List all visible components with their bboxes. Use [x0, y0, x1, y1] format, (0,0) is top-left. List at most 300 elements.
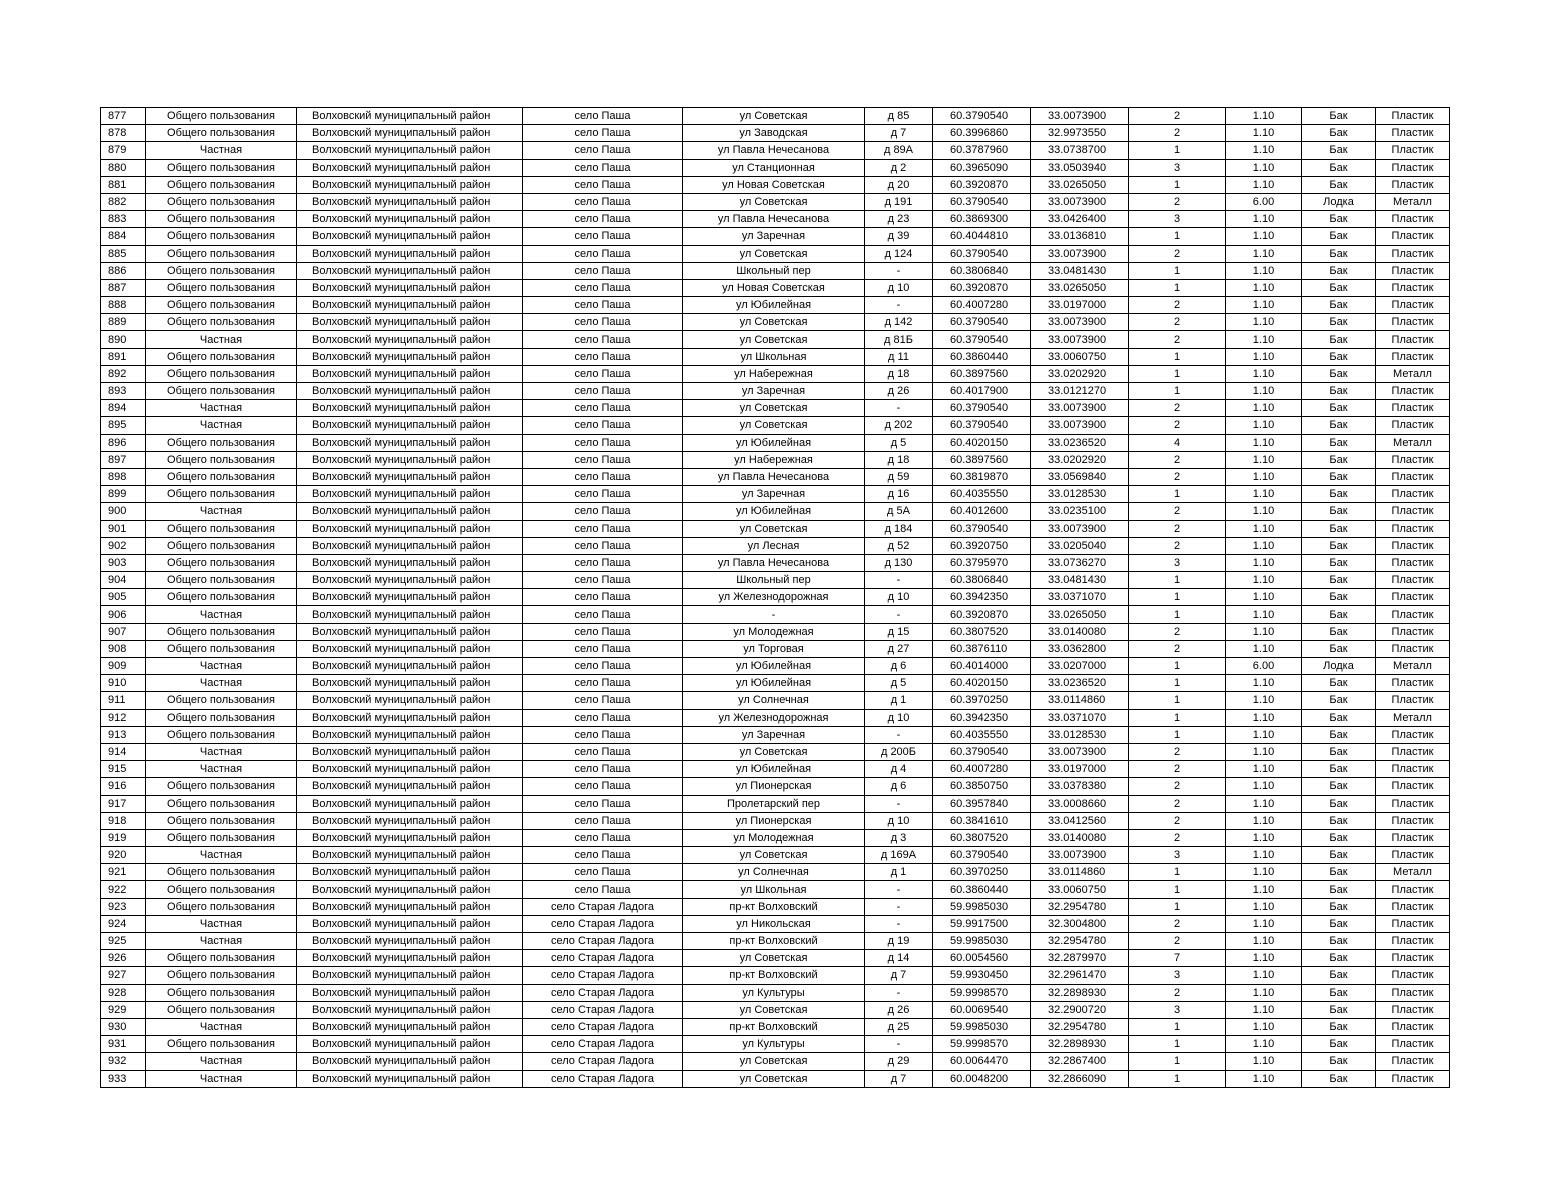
cell-house: -	[865, 984, 933, 1001]
cell-district: Волховский муниципальный район	[297, 829, 523, 846]
cell-row-number: 904	[101, 572, 146, 589]
cell-street: ул Советская	[683, 1001, 865, 1018]
cell-latitude: 60.3957840	[933, 795, 1031, 812]
cell-settlement: село Паша	[523, 778, 683, 795]
cell-settlement: село Паша	[523, 623, 683, 640]
cell-longitude: 33.0205040	[1031, 537, 1129, 554]
cell-row-number: 918	[101, 812, 146, 829]
table-body	[101, 108, 1450, 1088]
cell-row-number: 888	[101, 297, 146, 314]
cell-settlement: село Паша	[523, 142, 683, 159]
cell-settlement: село Паша	[523, 383, 683, 400]
cell-volume: 1.10	[1226, 486, 1302, 503]
cell-container-type: Бак	[1302, 709, 1376, 726]
cell-material: Пластик	[1376, 726, 1450, 743]
cell-ownership-type: Общего пользования	[146, 898, 297, 915]
cell-latitude: 60.3790540	[933, 314, 1031, 331]
table-row	[101, 554, 1450, 571]
cell-ownership-type: Общего пользования	[146, 967, 297, 984]
cell-settlement: село Паша	[523, 108, 683, 125]
cell-row-number: 926	[101, 950, 146, 967]
cell-volume: 1.10	[1226, 417, 1302, 434]
cell-ownership-type: Общего пользования	[146, 193, 297, 210]
cell-container-type: Бак	[1302, 1070, 1376, 1087]
cell-volume: 1.10	[1226, 623, 1302, 640]
cell-street: ул Советская	[683, 331, 865, 348]
cell-ownership-type: Частная	[146, 675, 297, 692]
cell-latitude: 60.0064470	[933, 1053, 1031, 1070]
cell-district: Волховский муниципальный район	[297, 245, 523, 262]
cell-volume: 1.10	[1226, 709, 1302, 726]
cell-container-type: Бак	[1302, 898, 1376, 915]
cell-street: ул Заречная	[683, 726, 865, 743]
cell-latitude: 60.3869300	[933, 211, 1031, 228]
cell-longitude: 33.0481430	[1031, 262, 1129, 279]
cell-volume: 1.10	[1226, 950, 1302, 967]
cell-ownership-type: Общего пользования	[146, 554, 297, 571]
cell-row-number: 924	[101, 915, 146, 932]
cell-row-number: 930	[101, 1018, 146, 1035]
cell-house: -	[865, 262, 933, 279]
table-row	[101, 108, 1450, 125]
cell-street: ул Заречная	[683, 228, 865, 245]
cell-house: д 16	[865, 486, 933, 503]
cell-volume: 1.10	[1226, 262, 1302, 279]
cell-house: -	[865, 795, 933, 812]
cell-volume: 1.10	[1226, 984, 1302, 1001]
cell-longitude: 32.2954780	[1031, 898, 1129, 915]
cell-street: -	[683, 606, 865, 623]
cell-container-count: 2	[1129, 623, 1226, 640]
table-row	[101, 193, 1450, 210]
cell-container-type: Бак	[1302, 967, 1376, 984]
cell-container-type: Бак	[1302, 1001, 1376, 1018]
cell-street: ул Юбилейная	[683, 297, 865, 314]
cell-ownership-type: Общего пользования	[146, 211, 297, 228]
cell-house: -	[865, 1036, 933, 1053]
cell-latitude: 60.3897560	[933, 451, 1031, 468]
cell-ownership-type: Общего пользования	[146, 365, 297, 382]
cell-house: д 6	[865, 778, 933, 795]
cell-container-count: 2	[1129, 743, 1226, 760]
cell-container-type: Бак	[1302, 383, 1376, 400]
cell-street: ул Заводская	[683, 125, 865, 142]
cell-longitude: 32.2900720	[1031, 1001, 1129, 1018]
table-row	[101, 984, 1450, 1001]
table-row	[101, 898, 1450, 915]
cell-district: Волховский муниципальный район	[297, 984, 523, 1001]
cell-house: д 4	[865, 761, 933, 778]
table-row	[101, 228, 1450, 245]
cell-latitude: 59.9985030	[933, 1018, 1031, 1035]
cell-container-count: 7	[1129, 950, 1226, 967]
cell-district: Волховский муниципальный район	[297, 537, 523, 554]
cell-latitude: 60.3850750	[933, 778, 1031, 795]
cell-container-type: Бак	[1302, 486, 1376, 503]
cell-settlement: село Старая Ладога	[523, 1001, 683, 1018]
cell-street: ул Лесная	[683, 537, 865, 554]
cell-settlement: село Старая Ладога	[523, 933, 683, 950]
cell-latitude: 60.3790540	[933, 417, 1031, 434]
cell-latitude: 60.3787960	[933, 142, 1031, 159]
cell-longitude: 33.0362800	[1031, 640, 1129, 657]
cell-house: д 7	[865, 125, 933, 142]
cell-container-count: 2	[1129, 829, 1226, 846]
cell-settlement: село Паша	[523, 709, 683, 726]
cell-district: Волховский муниципальный район	[297, 692, 523, 709]
cell-settlement: село Паша	[523, 692, 683, 709]
table-row	[101, 297, 1450, 314]
cell-row-number: 927	[101, 967, 146, 984]
cell-container-type: Бак	[1302, 108, 1376, 125]
cell-volume: 1.10	[1226, 434, 1302, 451]
cell-longitude: 33.0008660	[1031, 795, 1129, 812]
cell-street: ул Заречная	[683, 486, 865, 503]
cell-container-type: Бак	[1302, 950, 1376, 967]
cell-settlement: село Паша	[523, 262, 683, 279]
cell-street: ул Пионерская	[683, 778, 865, 795]
table-row	[101, 829, 1450, 846]
cell-district: Волховский муниципальный район	[297, 348, 523, 365]
cell-volume: 1.10	[1226, 915, 1302, 932]
cell-volume: 1.10	[1226, 692, 1302, 709]
table-row	[101, 864, 1450, 881]
cell-longitude: 32.2898930	[1031, 984, 1129, 1001]
cell-volume: 1.10	[1226, 383, 1302, 400]
cell-latitude: 60.4035550	[933, 726, 1031, 743]
cell-ownership-type: Общего пользования	[146, 1001, 297, 1018]
cell-longitude: 33.0121270	[1031, 383, 1129, 400]
cell-ownership-type: Частная	[146, 743, 297, 760]
cell-longitude: 32.2867400	[1031, 1053, 1129, 1070]
cell-material: Пластик	[1376, 1036, 1450, 1053]
cell-street: ул Советская	[683, 245, 865, 262]
cell-container-count: 2	[1129, 125, 1226, 142]
cell-material: Металл	[1376, 365, 1450, 382]
cell-row-number: 928	[101, 984, 146, 1001]
cell-ownership-type: Частная	[146, 933, 297, 950]
cell-district: Волховский муниципальный район	[297, 297, 523, 314]
table-row	[101, 1070, 1450, 1087]
cell-settlement: село Паша	[523, 159, 683, 176]
cell-settlement: село Паша	[523, 520, 683, 537]
cell-latitude: 60.0054560	[933, 950, 1031, 967]
cell-longitude: 33.0060750	[1031, 348, 1129, 365]
cell-district: Волховский муниципальный район	[297, 933, 523, 950]
cell-volume: 1.10	[1226, 125, 1302, 142]
cell-ownership-type: Общего пользования	[146, 1036, 297, 1053]
cell-row-number: 912	[101, 709, 146, 726]
cell-volume: 1.10	[1226, 967, 1302, 984]
cell-ownership-type: Частная	[146, 142, 297, 159]
cell-longitude: 33.0140080	[1031, 623, 1129, 640]
cell-material: Пластик	[1376, 589, 1450, 606]
cell-container-type: Лодка	[1302, 193, 1376, 210]
cell-container-type: Бак	[1302, 1036, 1376, 1053]
cell-volume: 1.10	[1226, 743, 1302, 760]
cell-container-count: 1	[1129, 228, 1226, 245]
table-row	[101, 812, 1450, 829]
cell-ownership-type: Общего пользования	[146, 108, 297, 125]
cell-container-count: 2	[1129, 468, 1226, 485]
cell-volume: 1.10	[1226, 331, 1302, 348]
cell-ownership-type: Общего пользования	[146, 864, 297, 881]
cell-ownership-type: Частная	[146, 400, 297, 417]
table-row	[101, 279, 1450, 296]
cell-material: Пластик	[1376, 211, 1450, 228]
cell-longitude: 32.2879970	[1031, 950, 1129, 967]
cell-material: Пластик	[1376, 520, 1450, 537]
cell-district: Волховский муниципальный район	[297, 915, 523, 932]
cell-material: Пластик	[1376, 451, 1450, 468]
cell-row-number: 890	[101, 331, 146, 348]
cell-row-number: 892	[101, 365, 146, 382]
table-row	[101, 675, 1450, 692]
cell-volume: 1.10	[1226, 297, 1302, 314]
cell-volume: 1.10	[1226, 1018, 1302, 1035]
cell-row-number: 902	[101, 537, 146, 554]
cell-latitude: 60.3942350	[933, 589, 1031, 606]
cell-material: Пластик	[1376, 847, 1450, 864]
cell-row-number: 933	[101, 1070, 146, 1087]
table-row	[101, 400, 1450, 417]
cell-house: д 19	[865, 933, 933, 950]
cell-container-count: 1	[1129, 279, 1226, 296]
cell-container-count: 3	[1129, 159, 1226, 176]
cell-settlement: село Паша	[523, 331, 683, 348]
cell-container-type: Бак	[1302, 365, 1376, 382]
cell-house: д 5А	[865, 503, 933, 520]
cell-container-type: Бак	[1302, 503, 1376, 520]
cell-ownership-type: Общего пользования	[146, 468, 297, 485]
cell-ownership-type: Частная	[146, 1053, 297, 1070]
cell-material: Пластик	[1376, 606, 1450, 623]
cell-district: Волховский муниципальный район	[297, 468, 523, 485]
cell-volume: 1.10	[1226, 211, 1302, 228]
cell-container-count: 1	[1129, 898, 1226, 915]
cell-district: Волховский муниципальный район	[297, 606, 523, 623]
cell-longitude: 33.0265050	[1031, 606, 1129, 623]
cell-longitude: 33.0481430	[1031, 572, 1129, 589]
cell-ownership-type: Общего пользования	[146, 245, 297, 262]
cell-district: Волховский муниципальный район	[297, 400, 523, 417]
cell-container-count: 2	[1129, 451, 1226, 468]
cell-container-type: Бак	[1302, 778, 1376, 795]
cell-container-type: Бак	[1302, 417, 1376, 434]
cell-latitude: 60.3860440	[933, 881, 1031, 898]
cell-container-type: Лодка	[1302, 658, 1376, 675]
cell-house: д 14	[865, 950, 933, 967]
cell-volume: 1.10	[1226, 245, 1302, 262]
cell-latitude: 60.3819870	[933, 468, 1031, 485]
cell-street: ул Советская	[683, 520, 865, 537]
cell-district: Волховский муниципальный район	[297, 331, 523, 348]
cell-street: пр-кт Волховский	[683, 967, 865, 984]
cell-latitude: 60.3807520	[933, 623, 1031, 640]
table-row	[101, 348, 1450, 365]
cell-longitude: 33.0073900	[1031, 193, 1129, 210]
cell-volume: 1.10	[1226, 847, 1302, 864]
table-row	[101, 743, 1450, 760]
cell-material: Металл	[1376, 709, 1450, 726]
cell-settlement: село Паша	[523, 211, 683, 228]
cell-house: д 124	[865, 245, 933, 262]
table-row	[101, 314, 1450, 331]
cell-latitude: 60.3841610	[933, 812, 1031, 829]
cell-row-number: 907	[101, 623, 146, 640]
cell-material: Пластик	[1376, 262, 1450, 279]
cell-house: д 3	[865, 829, 933, 846]
cell-row-number: 929	[101, 1001, 146, 1018]
cell-settlement: село Паша	[523, 743, 683, 760]
cell-district: Волховский муниципальный район	[297, 262, 523, 279]
cell-ownership-type: Частная	[146, 606, 297, 623]
cell-settlement: село Паша	[523, 864, 683, 881]
table-row	[101, 778, 1450, 795]
cell-material: Пластик	[1376, 933, 1450, 950]
cell-container-count: 2	[1129, 761, 1226, 778]
cell-row-number: 891	[101, 348, 146, 365]
cell-container-type: Бак	[1302, 400, 1376, 417]
cell-street: ул Павла Нечесанова	[683, 554, 865, 571]
cell-ownership-type: Общего пользования	[146, 726, 297, 743]
cell-street: Школьный пер	[683, 572, 865, 589]
cell-longitude: 33.0736270	[1031, 554, 1129, 571]
cell-house: д 5	[865, 434, 933, 451]
cell-district: Волховский муниципальный район	[297, 417, 523, 434]
cell-material: Пластик	[1376, 898, 1450, 915]
table-row	[101, 1018, 1450, 1035]
cell-material: Пластик	[1376, 572, 1450, 589]
table-row	[101, 537, 1450, 554]
cell-settlement: село Старая Ладога	[523, 984, 683, 1001]
table-row	[101, 847, 1450, 864]
cell-settlement: село Паша	[523, 365, 683, 382]
container-sites-table	[100, 107, 1450, 1088]
table-row	[101, 692, 1450, 709]
cell-house: д 10	[865, 589, 933, 606]
cell-latitude: 60.4014000	[933, 658, 1031, 675]
cell-house: д 26	[865, 383, 933, 400]
cell-district: Волховский муниципальный район	[297, 658, 523, 675]
cell-volume: 1.10	[1226, 400, 1302, 417]
cell-container-count: 1	[1129, 1070, 1226, 1087]
table-row	[101, 520, 1450, 537]
cell-longitude: 33.0569840	[1031, 468, 1129, 485]
cell-longitude: 33.0202920	[1031, 365, 1129, 382]
cell-house: д 26	[865, 1001, 933, 1018]
cell-container-count: 1	[1129, 675, 1226, 692]
cell-row-number: 881	[101, 176, 146, 193]
cell-district: Волховский муниципальный район	[297, 176, 523, 193]
cell-district: Волховский муниципальный район	[297, 1001, 523, 1018]
cell-latitude: 60.3970250	[933, 864, 1031, 881]
cell-district: Волховский муниципальный район	[297, 898, 523, 915]
cell-volume: 1.10	[1226, 881, 1302, 898]
cell-ownership-type: Общего пользования	[146, 795, 297, 812]
cell-row-number: 896	[101, 434, 146, 451]
cell-container-count: 1	[1129, 176, 1226, 193]
cell-volume: 1.10	[1226, 829, 1302, 846]
cell-container-count: 1	[1129, 365, 1226, 382]
cell-container-type: Бак	[1302, 675, 1376, 692]
cell-row-number: 922	[101, 881, 146, 898]
cell-ownership-type: Общего пользования	[146, 262, 297, 279]
cell-container-type: Бак	[1302, 314, 1376, 331]
cell-house: д 18	[865, 365, 933, 382]
cell-material: Пластик	[1376, 692, 1450, 709]
cell-volume: 1.10	[1226, 468, 1302, 485]
cell-district: Волховский муниципальный район	[297, 675, 523, 692]
cell-longitude: 33.0378380	[1031, 778, 1129, 795]
cell-volume: 1.10	[1226, 726, 1302, 743]
cell-ownership-type: Общего пользования	[146, 279, 297, 296]
cell-container-type: Бак	[1302, 1018, 1376, 1035]
cell-house: д 142	[865, 314, 933, 331]
cell-district: Волховский муниципальный район	[297, 1036, 523, 1053]
cell-container-count: 3	[1129, 967, 1226, 984]
cell-settlement: село Паша	[523, 640, 683, 657]
cell-longitude: 33.0073900	[1031, 847, 1129, 864]
cell-container-count: 2	[1129, 314, 1226, 331]
cell-street: ул Советская	[683, 950, 865, 967]
cell-ownership-type: Частная	[146, 761, 297, 778]
table-row	[101, 245, 1450, 262]
cell-longitude: 32.9973550	[1031, 125, 1129, 142]
cell-row-number: 901	[101, 520, 146, 537]
cell-street: ул Советская	[683, 1070, 865, 1087]
cell-container-type: Бак	[1302, 847, 1376, 864]
cell-latitude: 60.0048200	[933, 1070, 1031, 1087]
cell-ownership-type: Частная	[146, 331, 297, 348]
cell-district: Волховский муниципальный район	[297, 623, 523, 640]
cell-row-number: 900	[101, 503, 146, 520]
cell-latitude: 60.4044810	[933, 228, 1031, 245]
cell-district: Волховский муниципальный район	[297, 761, 523, 778]
cell-ownership-type: Общего пользования	[146, 640, 297, 657]
cell-house: д 85	[865, 108, 933, 125]
table-row	[101, 262, 1450, 279]
cell-street: ул Советская	[683, 743, 865, 760]
cell-row-number: 908	[101, 640, 146, 657]
cell-container-type: Бак	[1302, 606, 1376, 623]
cell-settlement: село Паша	[523, 228, 683, 245]
cell-container-type: Бак	[1302, 451, 1376, 468]
cell-row-number: 879	[101, 142, 146, 159]
table-row	[101, 761, 1450, 778]
cell-volume: 1.10	[1226, 933, 1302, 950]
cell-district: Волховский муниципальный район	[297, 881, 523, 898]
cell-row-number: 893	[101, 383, 146, 400]
cell-latitude: 60.3965090	[933, 159, 1031, 176]
cell-house: д 10	[865, 279, 933, 296]
cell-street: ул Советская	[683, 417, 865, 434]
cell-latitude: 60.3876110	[933, 640, 1031, 657]
cell-longitude: 32.2866090	[1031, 1070, 1129, 1087]
cell-house: д 10	[865, 812, 933, 829]
cell-container-type: Бак	[1302, 864, 1376, 881]
cell-ownership-type: Общего пользования	[146, 228, 297, 245]
cell-district: Волховский муниципальный район	[297, 159, 523, 176]
cell-container-count: 1	[1129, 1036, 1226, 1053]
cell-street: ул Заречная	[683, 383, 865, 400]
cell-district: Волховский муниципальный район	[297, 743, 523, 760]
cell-district: Волховский муниципальный район	[297, 314, 523, 331]
cell-volume: 1.10	[1226, 228, 1302, 245]
cell-settlement: село Паша	[523, 572, 683, 589]
cell-longitude: 33.0073900	[1031, 417, 1129, 434]
cell-latitude: 60.4012600	[933, 503, 1031, 520]
